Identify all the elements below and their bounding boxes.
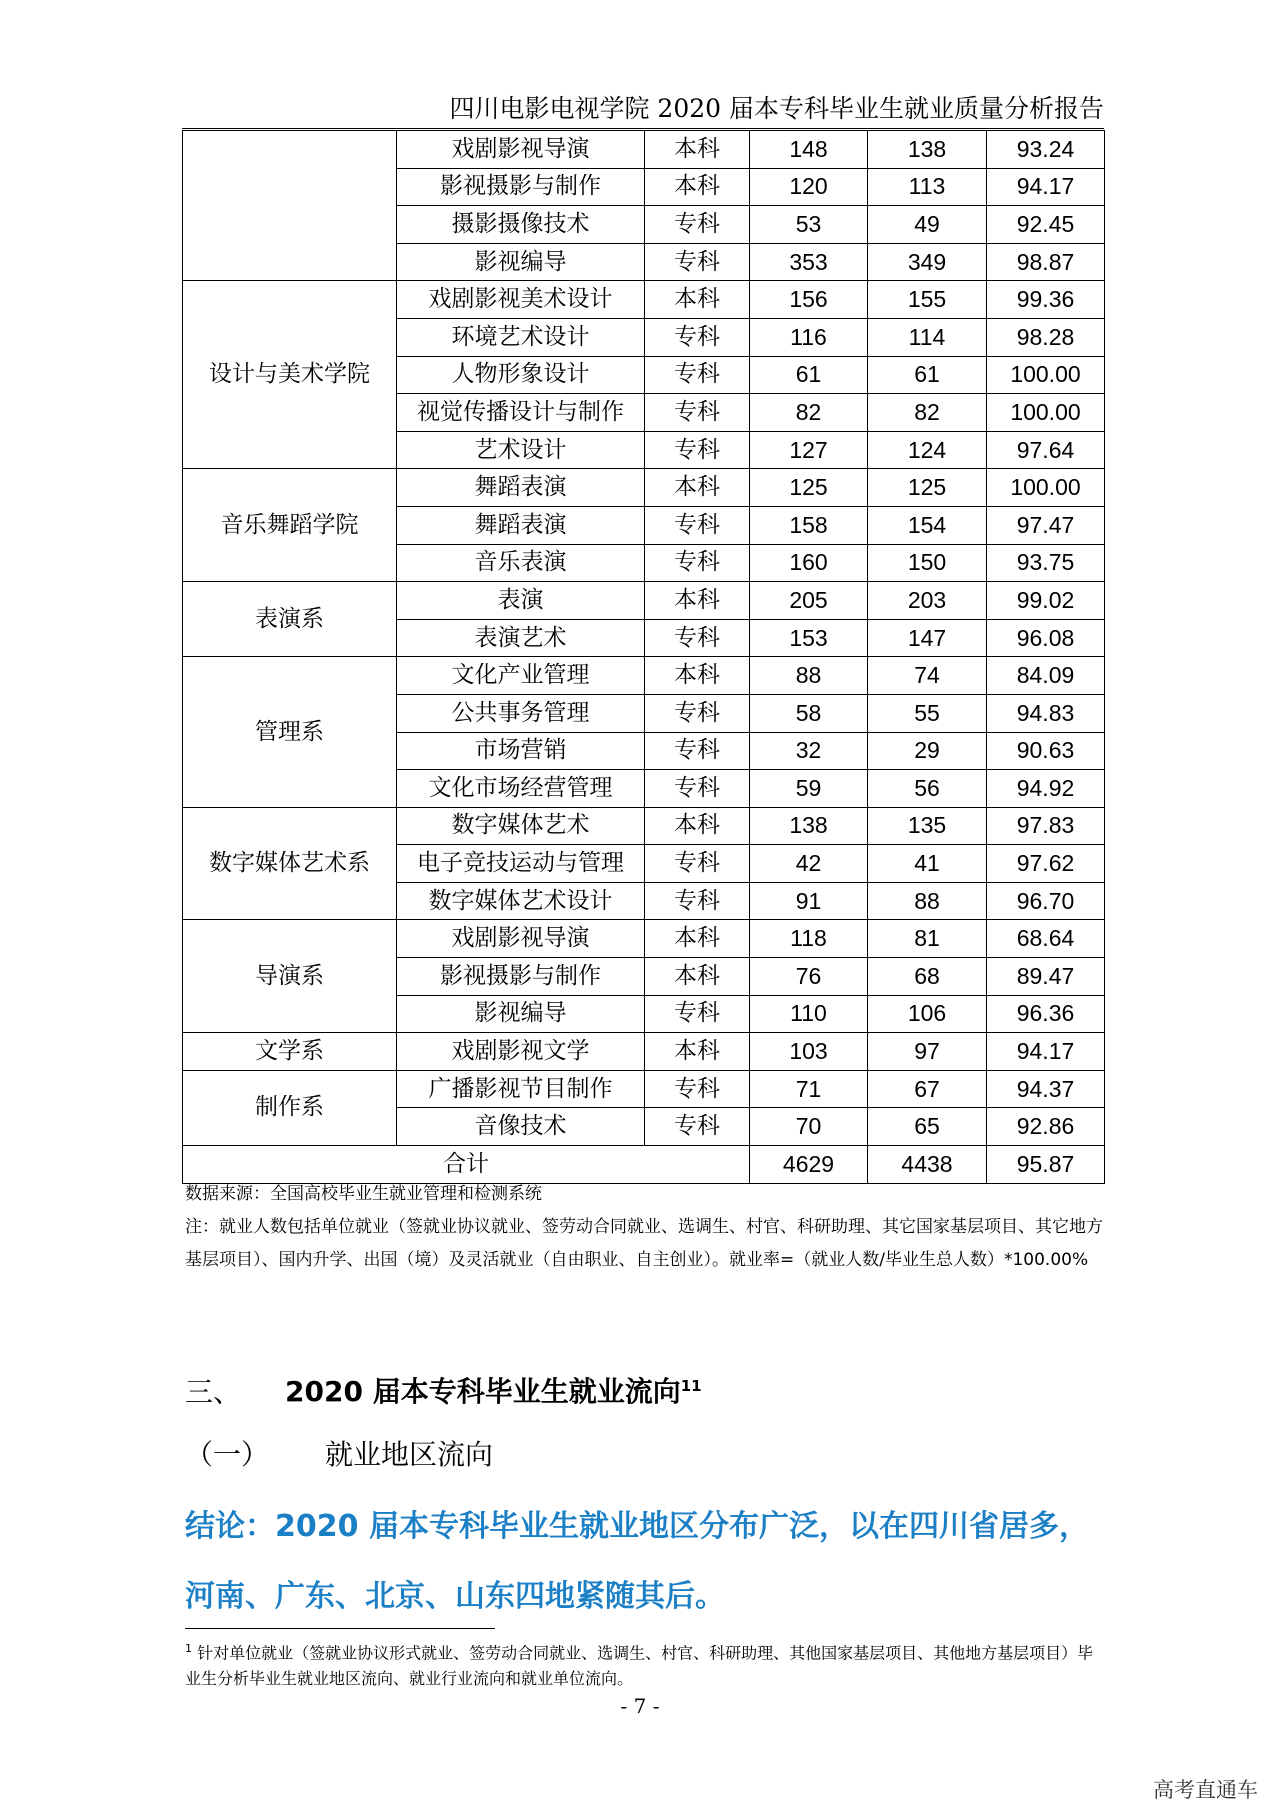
employed-cell: 88: [868, 882, 987, 920]
rate-cell: 97.83: [987, 807, 1105, 845]
level-cell: 专科: [645, 1070, 750, 1108]
graduates-cell: 70: [750, 1108, 868, 1146]
subsection-heading: [185, 1435, 493, 1475]
dept-cell: 表演系: [183, 582, 397, 657]
level-cell: 本科: [645, 469, 750, 507]
major-cell: 人物形象设计: [397, 356, 645, 394]
major-cell: 舞蹈表演: [397, 469, 645, 507]
level-cell: 本科: [645, 920, 750, 958]
rate-cell: 96.36: [987, 995, 1105, 1033]
major-cell: 视觉传播设计与制作: [397, 394, 645, 432]
major-cell: 数字媒体艺术: [397, 807, 645, 845]
rate-cell: 94.17: [987, 168, 1105, 206]
section-marker: 三、: [185, 1375, 242, 1409]
footnote-text: 针对单位就业（签就业协议形式就业、签劳动合同就业、选调生、村官、科研助理、其他国家基层项目、其他地方基层项目）毕业生分析毕业生就业地区流向、就业行业流向和就业单位流向。: [185, 1643, 1094, 1689]
level-cell: 专科: [645, 694, 750, 732]
level-cell: 本科: [645, 281, 750, 319]
footnote-rule: [185, 1628, 495, 1629]
employed-cell: 82: [868, 394, 987, 432]
employed-cell: 56: [868, 770, 987, 808]
rate-cell: 97.62: [987, 845, 1105, 883]
employed-cell: 49: [868, 206, 987, 244]
employed-cell: 65: [868, 1108, 987, 1146]
table-row: [183, 1070, 1105, 1108]
employed-cell: 67: [868, 1070, 987, 1108]
rate-cell: 84.09: [987, 657, 1105, 695]
graduates-cell: 353: [750, 243, 868, 281]
watermark: 高考直通车: [1153, 1778, 1258, 1802]
level-cell: 专科: [645, 619, 750, 657]
rate-cell: 68.64: [987, 920, 1105, 958]
graduates-cell: 88: [750, 657, 868, 695]
major-cell: 戏剧影视导演: [397, 920, 645, 958]
graduates-cell: 58: [750, 694, 868, 732]
graduates-cell: 91: [750, 882, 868, 920]
rate-cell: 99.36: [987, 281, 1105, 319]
rate-cell: 100.00: [987, 469, 1105, 507]
subsection-title: 就业地区流向: [325, 1438, 494, 1471]
level-cell: 专科: [645, 243, 750, 281]
table-row: [183, 582, 1105, 620]
page-footnote: [185, 1636, 1107, 1692]
graduates-cell: 116: [750, 318, 868, 356]
major-cell: 影视摄影与制作: [397, 958, 645, 996]
employed-cell: 61: [868, 356, 987, 394]
level-cell: 专科: [645, 394, 750, 432]
employed-cell: 125: [868, 469, 987, 507]
major-cell: 文化产业管理: [397, 657, 645, 695]
employed-cell: 135: [868, 807, 987, 845]
graduates-cell: 156: [750, 281, 868, 319]
footnote-ref: 11: [680, 1377, 702, 1395]
rate-cell: 100.00: [987, 394, 1105, 432]
employment-table: [182, 130, 1105, 1184]
level-cell: 专科: [645, 431, 750, 469]
level-cell: 专科: [645, 318, 750, 356]
total-rate: 95.87: [987, 1146, 1105, 1184]
major-cell: 文化市场经营管理: [397, 770, 645, 808]
graduates-cell: 103: [750, 1033, 868, 1071]
major-cell: 表演艺术: [397, 619, 645, 657]
level-cell: 专科: [645, 544, 750, 582]
section-heading-3: [185, 1366, 702, 1412]
graduates-cell: 110: [750, 995, 868, 1033]
major-cell: 影视编导: [397, 243, 645, 281]
dept-cell: 制作系: [183, 1070, 397, 1145]
employed-cell: 154: [868, 506, 987, 544]
employed-cell: 29: [868, 732, 987, 770]
rate-cell: 94.83: [987, 694, 1105, 732]
total-employed: 4438: [868, 1146, 987, 1184]
rate-cell: 94.17: [987, 1033, 1105, 1071]
level-cell: 本科: [645, 958, 750, 996]
major-cell: 音乐表演: [397, 544, 645, 582]
level-cell: 专科: [645, 1108, 750, 1146]
graduates-cell: 160: [750, 544, 868, 582]
level-cell: 专科: [645, 882, 750, 920]
employed-cell: 81: [868, 920, 987, 958]
dept-cell: 音乐舞蹈学院: [183, 469, 397, 582]
page-header: 四川电影电视学院 2020 届本专科毕业生就业质量分析报告: [449, 94, 1104, 123]
subsection-marker: （一）: [185, 1438, 270, 1471]
rate-cell: 98.87: [987, 243, 1105, 281]
level-cell: 专科: [645, 506, 750, 544]
footnote-definition: 注：就业人数包括单位就业（签就业协议就业、签劳动合同就业、选调生、村官、科研助理、其它国家基层项目、其它地方基层项目）、国内升学、出国（境）及灵活就业（自由职业、自主创业）。就业率=（就业人数/毕业生总人数）*100.00%: [185, 1217, 1103, 1270]
level-cell: 专科: [645, 206, 750, 244]
table-row: [183, 131, 1105, 169]
rate-cell: 92.86: [987, 1108, 1105, 1146]
level-cell: 本科: [645, 582, 750, 620]
employed-cell: 55: [868, 694, 987, 732]
employed-cell: 68: [868, 958, 987, 996]
major-cell: 影视摄影与制作: [397, 168, 645, 206]
rate-cell: 92.45: [987, 206, 1105, 244]
major-cell: 影视编导: [397, 995, 645, 1033]
rate-cell: 93.24: [987, 131, 1105, 169]
major-cell: 舞蹈表演: [397, 506, 645, 544]
major-cell: 市场营销: [397, 732, 645, 770]
graduates-cell: 76: [750, 958, 868, 996]
table-row: [183, 657, 1105, 695]
major-cell: 戏剧影视导演: [397, 131, 645, 169]
graduates-cell: 82: [750, 394, 868, 432]
rate-cell: 97.47: [987, 506, 1105, 544]
graduates-cell: 118: [750, 920, 868, 958]
level-cell: 本科: [645, 807, 750, 845]
section-title: 2020 届本专科毕业生就业流向: [285, 1375, 681, 1409]
level-cell: 本科: [645, 131, 750, 169]
table-row: [183, 1033, 1105, 1071]
table-row: [183, 281, 1105, 319]
graduates-cell: 42: [750, 845, 868, 883]
major-cell: 广播影视节目制作: [397, 1070, 645, 1108]
graduates-cell: 61: [750, 356, 868, 394]
rate-cell: 90.63: [987, 732, 1105, 770]
major-cell: 音像技术: [397, 1108, 645, 1146]
major-cell: 公共事务管理: [397, 694, 645, 732]
employed-cell: 124: [868, 431, 987, 469]
graduates-cell: 127: [750, 431, 868, 469]
employed-cell: 203: [868, 582, 987, 620]
employed-cell: 150: [868, 544, 987, 582]
graduates-cell: 158: [750, 506, 868, 544]
rate-cell: 94.92: [987, 770, 1105, 808]
major-cell: 戏剧影视美术设计: [397, 281, 645, 319]
dept-cell: 数字媒体艺术系: [183, 807, 397, 920]
graduates-cell: 71: [750, 1070, 868, 1108]
graduates-cell: 205: [750, 582, 868, 620]
level-cell: 专科: [645, 995, 750, 1033]
major-cell: 表演: [397, 582, 645, 620]
dept-cell: 导演系: [183, 920, 397, 1033]
rate-cell: 89.47: [987, 958, 1105, 996]
table-row: [183, 469, 1105, 507]
graduates-cell: 53: [750, 206, 868, 244]
graduates-cell: 125: [750, 469, 868, 507]
page-number: - 7 -: [620, 1694, 660, 1718]
table-row: [183, 920, 1105, 958]
dept-cell: 管理系: [183, 657, 397, 807]
graduates-cell: 59: [750, 770, 868, 808]
total-label: 合计: [183, 1146, 750, 1184]
dept-cell: 文学系: [183, 1033, 397, 1071]
level-cell: 专科: [645, 845, 750, 883]
rate-cell: 98.28: [987, 318, 1105, 356]
table-row: [183, 807, 1105, 845]
rate-cell: 96.08: [987, 619, 1105, 657]
level-cell: 专科: [645, 356, 750, 394]
employed-cell: 113: [868, 168, 987, 206]
dept-cell: [183, 131, 397, 281]
employed-cell: 97: [868, 1033, 987, 1071]
level-cell: 专科: [645, 770, 750, 808]
rate-cell: 96.70: [987, 882, 1105, 920]
major-cell: 电子竞技运动与管理: [397, 845, 645, 883]
employed-cell: 138: [868, 131, 987, 169]
major-cell: 摄影摄像技术: [397, 206, 645, 244]
employed-cell: 106: [868, 995, 987, 1033]
graduates-cell: 120: [750, 168, 868, 206]
employed-cell: 114: [868, 318, 987, 356]
dept-cell: 设计与美术学院: [183, 281, 397, 469]
graduates-cell: 32: [750, 732, 868, 770]
conclusion-text: 结论：2020 届本专科毕业生就业地区分布广泛，以在四川省居多，河南、广东、北京、山东四地紧随其后。: [185, 1509, 1089, 1614]
level-cell: 本科: [645, 657, 750, 695]
header-rule: [182, 128, 1104, 129]
graduates-cell: 153: [750, 619, 868, 657]
level-cell: 专科: [645, 732, 750, 770]
graduates-cell: 138: [750, 807, 868, 845]
employed-cell: 155: [868, 281, 987, 319]
employed-cell: 41: [868, 845, 987, 883]
employed-cell: 147: [868, 619, 987, 657]
employed-cell: 74: [868, 657, 987, 695]
rate-cell: 94.37: [987, 1070, 1105, 1108]
level-cell: 本科: [645, 1033, 750, 1071]
rate-cell: 97.64: [987, 431, 1105, 469]
graduates-cell: 148: [750, 131, 868, 169]
major-cell: 戏剧影视文学: [397, 1033, 645, 1071]
employed-cell: 349: [868, 243, 987, 281]
level-cell: 本科: [645, 168, 750, 206]
data-source-note: 数据来源：全国高校毕业生就业管理和检测系统: [185, 1184, 542, 1204]
footnote-mark: 1: [185, 1642, 192, 1655]
rate-cell: 99.02: [987, 582, 1105, 620]
major-cell: 艺术设计: [397, 431, 645, 469]
major-cell: 环境艺术设计: [397, 318, 645, 356]
major-cell: 数字媒体艺术设计: [397, 882, 645, 920]
rate-cell: 100.00: [987, 356, 1105, 394]
total-graduates: 4629: [750, 1146, 868, 1184]
rate-cell: 93.75: [987, 544, 1105, 582]
